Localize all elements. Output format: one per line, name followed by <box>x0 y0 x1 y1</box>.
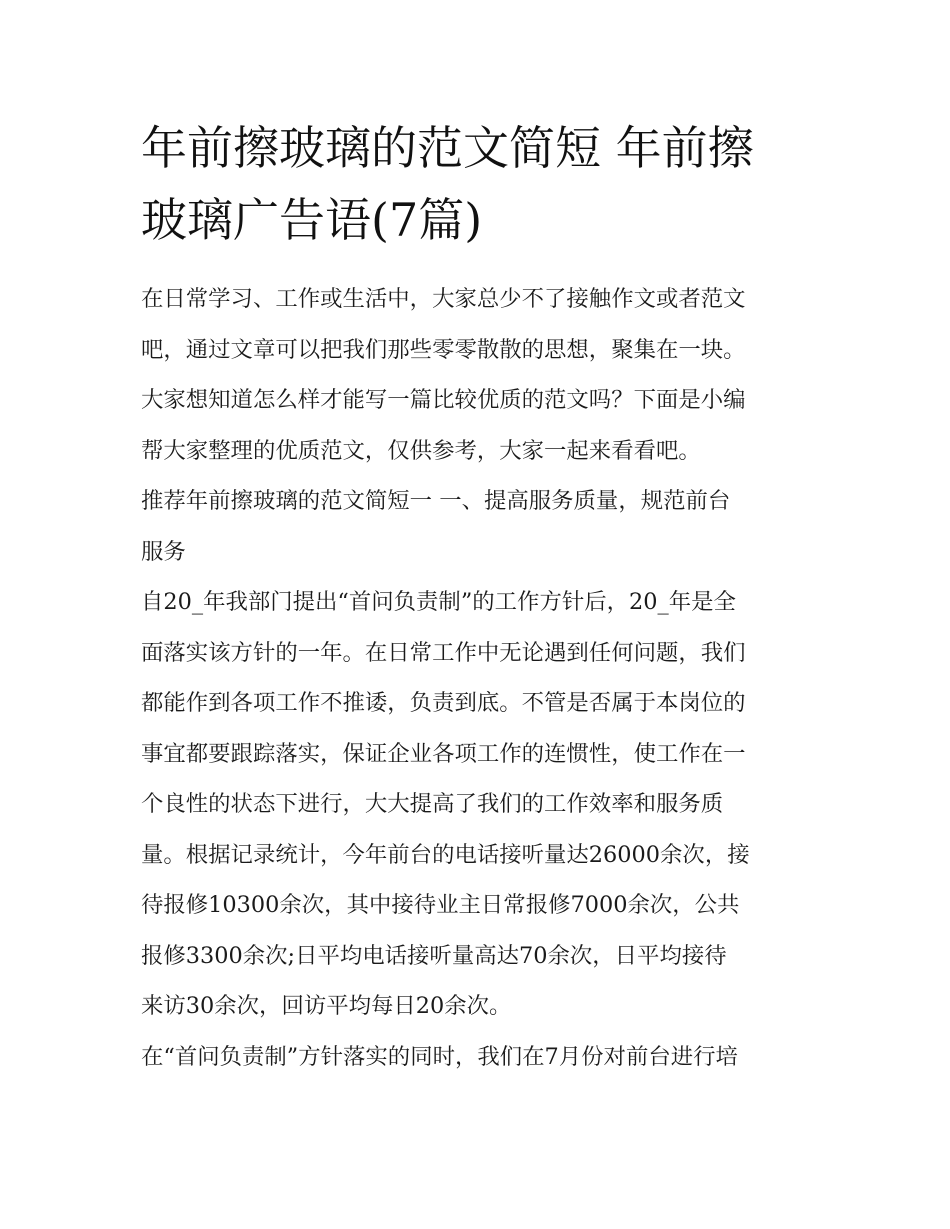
text-line: 报修3300余次;日平均电话接听量高达70余次，日平均接待 <box>141 942 727 969</box>
paragraph-intro <box>141 274 813 476</box>
text-line: 吧，通过文章可以把我们那些零零散散的思想，聚集在一块。 <box>141 336 746 363</box>
text-line: 事宜都要跟踪落实，保证企业各项工作的连惯性，使工作在一 <box>141 740 746 767</box>
title-line-1: 年前擦玻璃的范文简短 年前擦 <box>141 121 754 175</box>
document-title <box>141 112 813 256</box>
text-line: 来访30余次，回访平均每日20余次。 <box>141 993 512 1019</box>
text-line: 个良性的状态下进行，大大提高了我们的工作效率和服务质 <box>141 791 724 817</box>
text-line: 在“首问负责制”方针落实的同时，我们在7月份对前台进行培 <box>141 1043 738 1070</box>
text-line: 自20_年我部门提出“首问负责制”的工作方针后，20_年是全 <box>141 589 736 615</box>
text-line: 帮大家整理的优质范文，仅供参考，大家一起来看看吧。 <box>141 437 701 464</box>
text-line: 在日常学习、工作或生活中，大家总少不了接触作文或者范文 <box>141 286 746 312</box>
text-line: 量。根据记录统计，今年前台的电话接听量达26000余次，接 <box>141 841 750 868</box>
title-line-2: 玻璃广告语(7篇) <box>141 193 483 247</box>
text-line: 推荐年前擦玻璃的范文简短一 一、提高服务质量，规范前台 <box>141 488 731 514</box>
document-body <box>141 274 813 1082</box>
paragraph-section-heading <box>141 476 813 577</box>
paragraph-training <box>141 1032 813 1083</box>
document-page <box>141 112 813 1082</box>
paragraph-service-summary <box>141 577 813 1032</box>
text-line: 待报修10300余次，其中接待业主日常报修7000余次，公共 <box>141 892 740 918</box>
text-line: 面落实该方针的一年。在日常工作中无论遇到任何问题，我们 <box>141 639 746 666</box>
text-line: 都能作到各项工作不推诿，负责到底。不管是否属于本岗位的 <box>141 690 746 716</box>
text-line: 大家想知道怎么样才能写一篇比较优质的范文吗？下面是小编 <box>141 387 746 413</box>
text-line: 服务 <box>141 538 186 565</box>
